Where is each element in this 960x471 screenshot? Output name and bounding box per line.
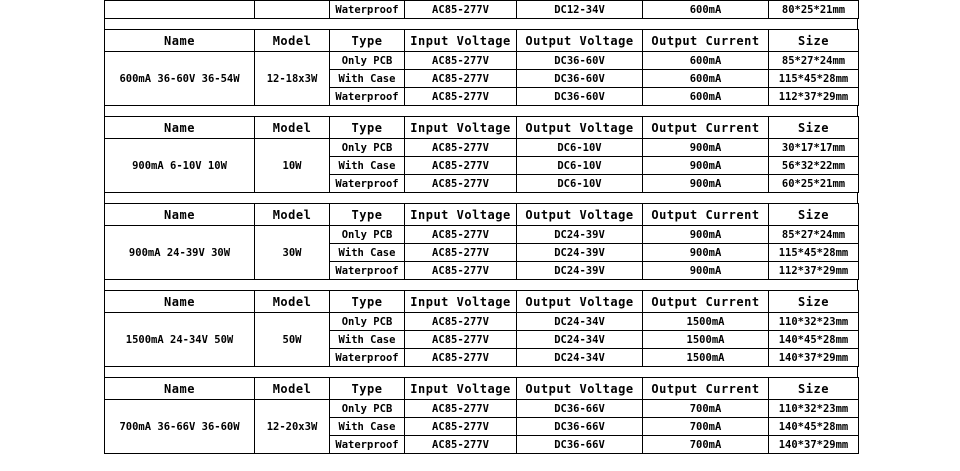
cell-current: 600mA [643,88,769,106]
cell-current: 900mA [643,226,769,244]
header-current: Output Current [643,204,769,226]
cell-type: Only PCB [330,52,405,70]
header-size: Size [769,117,859,139]
cell-output: DC24-34V [517,313,643,331]
top-type-cell: Waterproof [330,1,405,19]
product-name: 1500mA 24-34V 50W [105,313,255,367]
header-input: Input Voltage [405,291,517,313]
cell-input: AC85-277V [405,139,517,157]
cell-output: DC36-66V [517,400,643,418]
cell-type: Waterproof [330,436,405,454]
cell-output: DC36-66V [517,436,643,454]
product-name: 900mA 6-10V 10W [105,139,255,193]
cell-size: 140*45*28mm [769,418,859,436]
group-spacer [104,280,858,290]
cell-current: 700mA [643,436,769,454]
cell-size: 85*27*24mm [769,226,859,244]
top-current-cell: 600mA [643,1,769,19]
header-output: Output Voltage [517,30,643,52]
header-model: Model [255,30,330,52]
cell-input: AC85-277V [405,226,517,244]
product-model: 12-18x3W [255,52,330,106]
spec-table [104,203,859,280]
cell-size: 110*32*23mm [769,400,859,418]
group-spacer [104,106,858,116]
header-model: Model [255,378,330,400]
header-current: Output Current [643,117,769,139]
cell-type: With Case [330,331,405,349]
header-row [105,117,859,139]
cell-output: DC24-34V [517,331,643,349]
cell-input: AC85-277V [405,70,517,88]
cell-size: 140*37*29mm [769,436,859,454]
spec-table [104,377,859,454]
cell-type: With Case [330,244,405,262]
header-input: Input Voltage [405,117,517,139]
header-row [105,291,859,313]
cell-type: Waterproof [330,349,405,367]
cell-type: With Case [330,70,405,88]
product-name: 900mA 24-39V 30W [105,226,255,280]
header-model: Model [255,117,330,139]
cell-current: 900mA [643,175,769,193]
group-spacer [104,19,858,29]
cell-output: DC36-60V [517,52,643,70]
cell-output: DC6-10V [517,175,643,193]
cell-current: 900mA [643,244,769,262]
product-model: 10W [255,139,330,193]
table-row [105,313,859,331]
cell-output: DC24-39V [517,262,643,280]
header-input: Input Voltage [405,378,517,400]
top-output-cell: DC12-34V [517,1,643,19]
cell-input: AC85-277V [405,313,517,331]
table-row [105,226,859,244]
header-model: Model [255,204,330,226]
cell-current: 1500mA [643,313,769,331]
cell-output: DC36-60V [517,88,643,106]
cell-output: DC6-10V [517,157,643,175]
cell-input: AC85-277V [405,157,517,175]
cell-current: 1500mA [643,331,769,349]
header-type: Type [330,204,405,226]
cell-output: DC24-39V [517,244,643,262]
cell-current: 700mA [643,418,769,436]
cell-input: AC85-277V [405,52,517,70]
cell-size: 56*32*22mm [769,157,859,175]
cell-current: 700mA [643,400,769,418]
table-row [105,52,859,70]
cell-size: 30*17*17mm [769,139,859,157]
cell-current: 600mA [643,52,769,70]
cell-size: 115*45*28mm [769,244,859,262]
spec-groups [104,19,858,454]
top-size-cell: 80*25*21mm [769,1,859,19]
cell-input: AC85-277V [405,436,517,454]
header-size: Size [769,378,859,400]
product-name: 600mA 36-60V 36-54W [105,52,255,106]
header-type: Type [330,378,405,400]
header-type: Type [330,291,405,313]
cell-input: AC85-277V [405,175,517,193]
header-row [105,204,859,226]
cell-input: AC85-277V [405,331,517,349]
top-table [104,0,859,19]
header-type: Type [330,117,405,139]
cell-size: 112*37*29mm [769,88,859,106]
spec-table [104,29,859,106]
cell-type: Only PCB [330,400,405,418]
header-row [105,378,859,400]
header-output: Output Voltage [517,378,643,400]
product-name: 700mA 36-66V 36-60W [105,400,255,454]
cell-current: 900mA [643,262,769,280]
product-model: 30W [255,226,330,280]
top-name-cell [105,1,255,19]
header-row [105,30,859,52]
header-name: Name [105,30,255,52]
header-type: Type [330,30,405,52]
header-name: Name [105,117,255,139]
cell-type: Waterproof [330,262,405,280]
header-current: Output Current [643,30,769,52]
top-input-cell: AC85-277V [405,1,517,19]
cell-input: AC85-277V [405,349,517,367]
header-input: Input Voltage [405,204,517,226]
cell-size: 140*37*29mm [769,349,859,367]
group-spacer [104,367,858,377]
cell-type: Only PCB [330,226,405,244]
header-model: Model [255,291,330,313]
header-input: Input Voltage [405,30,517,52]
cell-current: 1500mA [643,349,769,367]
spec-table [104,116,859,193]
cell-size: 140*45*28mm [769,331,859,349]
cell-input: AC85-277V [405,400,517,418]
cell-type: Waterproof [330,175,405,193]
cell-current: 900mA [643,157,769,175]
cell-current: 900mA [643,139,769,157]
cell-output: DC36-60V [517,70,643,88]
top-row [105,1,859,19]
top-model-cell [255,1,330,19]
cell-size: 115*45*28mm [769,70,859,88]
spec-table [104,290,859,367]
cell-input: AC85-277V [405,244,517,262]
cell-type: Only PCB [330,313,405,331]
table-row [105,400,859,418]
header-size: Size [769,30,859,52]
product-model: 50W [255,313,330,367]
cell-output: DC24-34V [517,349,643,367]
cell-size: 112*37*29mm [769,262,859,280]
group-spacer [104,193,858,203]
table-row [105,139,859,157]
cell-size: 60*25*21mm [769,175,859,193]
cell-type: Only PCB [330,139,405,157]
cell-size: 85*27*24mm [769,52,859,70]
cell-output: DC6-10V [517,139,643,157]
cell-size: 110*32*23mm [769,313,859,331]
product-model: 12-20x3W [255,400,330,454]
spec-sheet [104,0,858,454]
header-output: Output Voltage [517,291,643,313]
header-size: Size [769,204,859,226]
cell-input: AC85-277V [405,418,517,436]
header-name: Name [105,291,255,313]
header-current: Output Current [643,378,769,400]
cell-type: Waterproof [330,88,405,106]
cell-type: With Case [330,418,405,436]
cell-input: AC85-277V [405,88,517,106]
header-output: Output Voltage [517,204,643,226]
cell-input: AC85-277V [405,262,517,280]
header-size: Size [769,291,859,313]
header-name: Name [105,378,255,400]
cell-output: DC24-39V [517,226,643,244]
header-name: Name [105,204,255,226]
header-output: Output Voltage [517,117,643,139]
cell-output: DC36-66V [517,418,643,436]
cell-current: 600mA [643,70,769,88]
header-current: Output Current [643,291,769,313]
cell-type: With Case [330,157,405,175]
